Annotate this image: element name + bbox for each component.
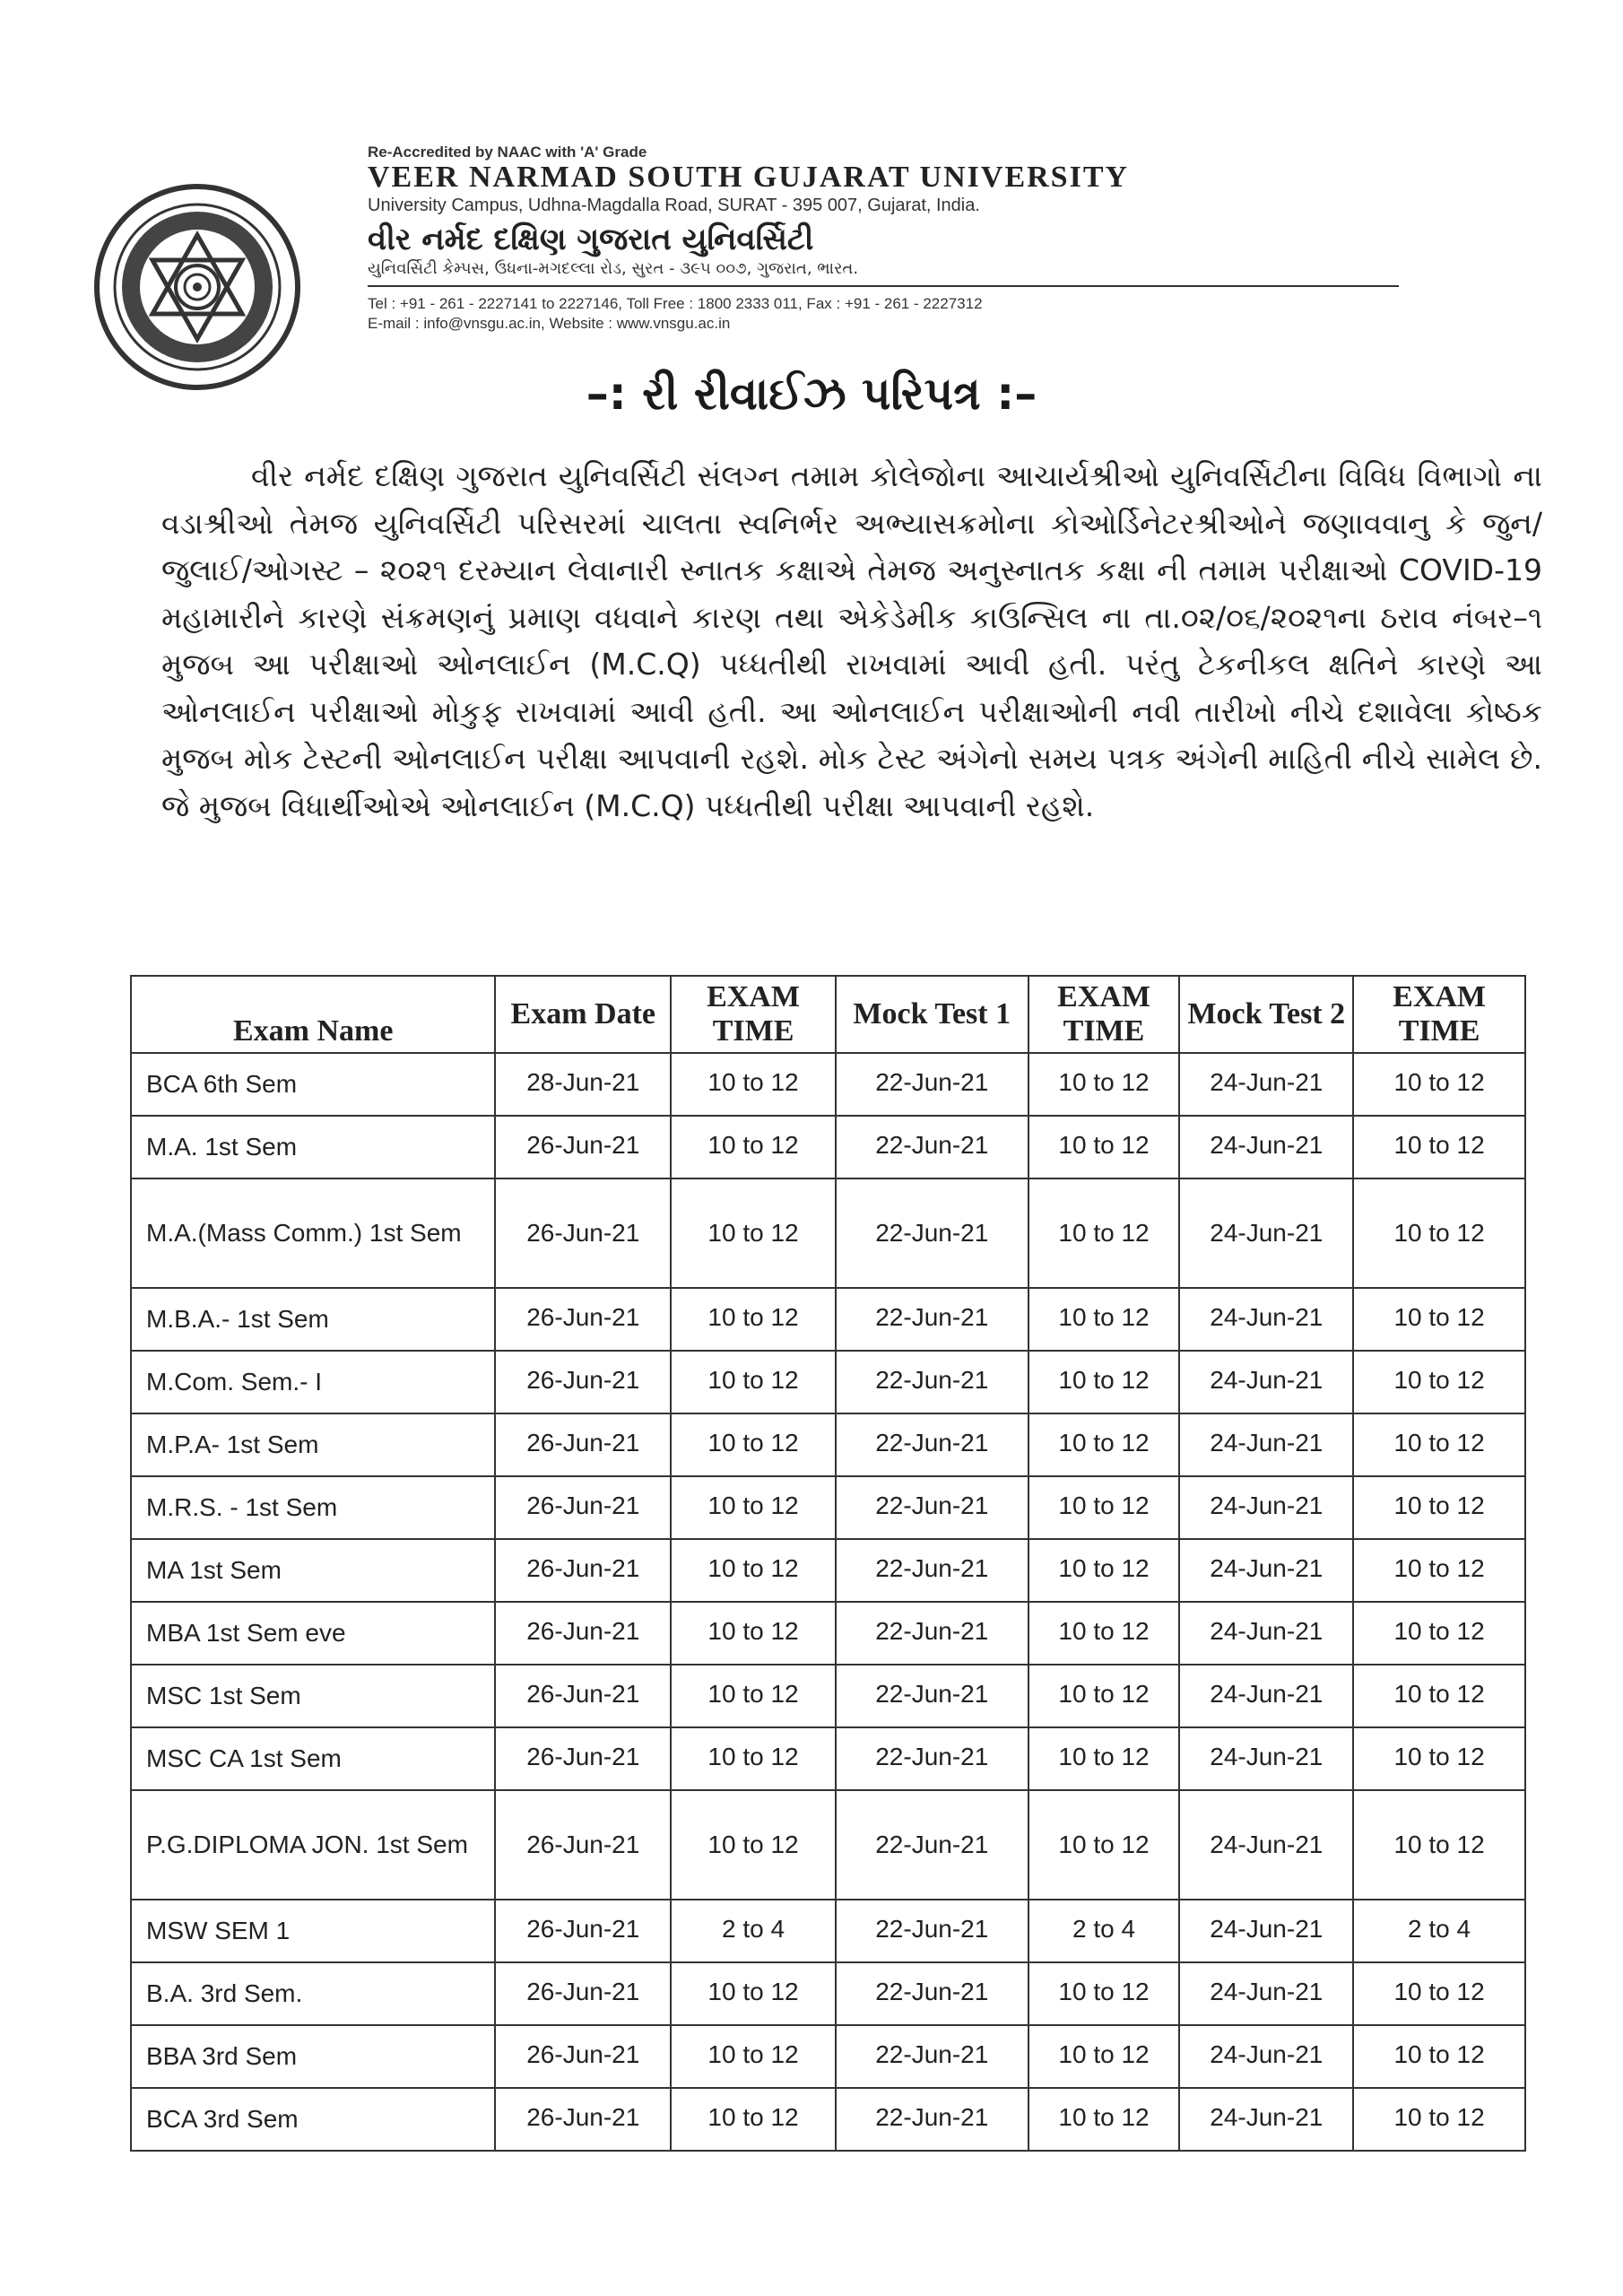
mock-test-1-cell: 22-Jun-21 — [836, 1665, 1028, 1727]
exam-name-cell: MSW SEM 1 — [131, 1900, 495, 1962]
mock-time-1-cell: 10 to 12 — [1028, 1116, 1180, 1178]
table-row — [131, 1665, 1525, 1727]
mock-test-2-cell: 24-Jun-21 — [1179, 1053, 1353, 1116]
exam-time-cell: 2 to 4 — [671, 1900, 836, 1962]
exam-name-cell: M.P.A- 1st Sem — [131, 1413, 495, 1476]
table-row — [131, 1539, 1525, 1602]
exam-time-cell: 10 to 12 — [671, 1727, 836, 1790]
university-seal-icon — [90, 179, 305, 395]
exam-name-cell: M.A.(Mass Comm.) 1st Sem — [131, 1178, 495, 1288]
exam-time-cell: 10 to 12 — [671, 1413, 836, 1476]
mock-test-2-cell: 24-Jun-21 — [1179, 1351, 1353, 1413]
mock-test-2-cell: 24-Jun-21 — [1179, 1178, 1353, 1288]
exam-date-cell: 26-Jun-21 — [495, 1602, 671, 1665]
table-row — [131, 1476, 1525, 1539]
exam-date-cell: 26-Jun-21 — [495, 1962, 671, 2025]
table-row — [131, 1351, 1525, 1413]
mock-time-2-cell: 10 to 12 — [1353, 1178, 1525, 1288]
exam-time-cell: 10 to 12 — [671, 1476, 836, 1539]
mock-time-2-cell: 10 to 12 — [1353, 1790, 1525, 1900]
exam-date-cell: 26-Jun-21 — [495, 1116, 671, 1178]
mock-time-1-cell: 10 to 12 — [1028, 1727, 1180, 1790]
exam-schedule-table — [130, 975, 1526, 2152]
exam-time-cell: 10 to 12 — [671, 2088, 836, 2151]
mock-time-2-cell: 10 to 12 — [1353, 1116, 1525, 1178]
exam-name-cell: BCA 3rd Sem — [131, 2088, 495, 2151]
mock-time-1-cell: 10 to 12 — [1028, 1351, 1180, 1413]
exam-date-cell: 26-Jun-21 — [495, 1665, 671, 1727]
table-row — [131, 1413, 1525, 1476]
table-row — [131, 1178, 1525, 1288]
mock-test-2-cell: 24-Jun-21 — [1179, 1413, 1353, 1476]
mock-time-2-cell: 10 to 12 — [1353, 1053, 1525, 1116]
exam-date-cell: 26-Jun-21 — [495, 1790, 671, 1900]
mock-time-1-cell: 10 to 12 — [1028, 2025, 1180, 2088]
mock-test-2-cell: 24-Jun-21 — [1179, 1790, 1353, 1900]
exam-time-cell: 10 to 12 — [671, 1790, 836, 1900]
exam-name-cell: B.A. 3rd Sem. — [131, 1962, 495, 2025]
exam-time-cell: 10 to 12 — [671, 1053, 836, 1116]
header-mock-test-1: Mock Test 1 — [836, 976, 1028, 1053]
mock-time-2-cell: 10 to 12 — [1353, 1665, 1525, 1727]
table-row — [131, 1116, 1525, 1178]
mock-test-2-cell: 24-Jun-21 — [1179, 1900, 1353, 1962]
exam-date-cell: 28-Jun-21 — [495, 1053, 671, 1116]
mock-test-2-cell: 24-Jun-21 — [1179, 1539, 1353, 1602]
table-row — [131, 1790, 1525, 1900]
mock-test-2-cell: 24-Jun-21 — [1179, 2025, 1353, 2088]
mock-time-1-cell: 10 to 12 — [1028, 1288, 1180, 1351]
exam-date-cell: 26-Jun-21 — [495, 1727, 671, 1790]
table-row — [131, 1962, 1525, 2025]
exam-name-cell: MA 1st Sem — [131, 1539, 495, 1602]
mock-time-2-cell: 10 to 12 — [1353, 1351, 1525, 1413]
header-exam-time: EXAM TIME — [671, 976, 836, 1053]
exam-date-cell: 26-Jun-21 — [495, 1288, 671, 1351]
contact-phone-line: Tel : +91 - 261 - 2227141 to 2227146, Toll Free : 1800 2333 011, Fax : +91 - 261 - 2227312 — [368, 295, 983, 312]
exam-time-cell: 10 to 12 — [671, 1539, 836, 1602]
exam-date-cell: 26-Jun-21 — [495, 1476, 671, 1539]
exam-name-cell: MSC 1st Sem — [131, 1665, 495, 1727]
header-exam-time-3: EXAM TIME — [1353, 976, 1525, 1053]
mock-test-2-cell: 24-Jun-21 — [1179, 1727, 1353, 1790]
table-header-row — [131, 976, 1525, 1053]
university-address-gujarati: યુનિવર્સિટી કેમ્પસ, ઉધના-મગદલ્લા રોડ, સુરત - ૩૯૫ ૦૦૭, ગુજરાત, ભારત. — [368, 259, 859, 278]
mock-time-2-cell: 10 to 12 — [1353, 1413, 1525, 1476]
exam-time-cell: 10 to 12 — [671, 1962, 836, 2025]
mock-time-1-cell: 10 to 12 — [1028, 2088, 1180, 2151]
mock-time-1-cell: 10 to 12 — [1028, 1665, 1180, 1727]
exam-time-cell: 10 to 12 — [671, 1602, 836, 1665]
university-name: VEER NARMAD SOUTH GUJARAT UNIVERSITY — [368, 161, 1130, 194]
mock-test-2-cell: 24-Jun-21 — [1179, 1602, 1353, 1665]
mock-time-1-cell: 10 to 12 — [1028, 1962, 1180, 2025]
table-body — [131, 1053, 1525, 2151]
mock-time-2-cell: 10 to 12 — [1353, 2025, 1525, 2088]
mock-test-1-cell: 22-Jun-21 — [836, 2088, 1028, 2151]
mock-time-2-cell: 2 to 4 — [1353, 1900, 1525, 1962]
mock-test-1-cell: 22-Jun-21 — [836, 1351, 1028, 1413]
exam-name-cell: MBA 1st Sem eve — [131, 1602, 495, 1665]
exam-date-cell: 26-Jun-21 — [495, 1351, 671, 1413]
exam-date-cell: 26-Jun-21 — [495, 1178, 671, 1288]
mock-time-2-cell: 10 to 12 — [1353, 2088, 1525, 2151]
mock-time-1-cell: 10 to 12 — [1028, 1602, 1180, 1665]
mock-time-1-cell: 10 to 12 — [1028, 1178, 1180, 1288]
mock-time-1-cell: 10 to 12 — [1028, 1476, 1180, 1539]
header-exam-date: Exam Date — [495, 976, 671, 1053]
mock-time-1-cell: 10 to 12 — [1028, 1413, 1180, 1476]
mock-test-2-cell: 24-Jun-21 — [1179, 1476, 1353, 1539]
circular-body-text: વીર નર્મદ દક્ષિણ ગુજરાત યુનિવર્સિટી સંલગ્ન તમામ કોલેજોના આચાર્યશ્રીઓ યુનિવર્સિટીના વિવિધ વિભાગો ના વડાશ્રીઓ તેમજ યુનિવર્સિટી પરિસરમાં ચાલતા સ્વનિર્ભર અભ્યાસક્રમોના કોઓર્ડિનેટરશ્રીઓને જણાવવાનુ કે જુન/જુલાઈ/ઓગસ્ટ – ૨૦૨૧ દરમ્યાન લેવાનારી સ્નાતક કક્ષાએ તેમજ અનુસ્નાતક કક્ષા ની તમામ પરીક્ષાઓ COVID-19 મહામારીને કારણે સંક્રમણનું પ્રમાણ વધવાને કારણ તથા એકેડેમીક કાઉન્સિલ ના તા.૦૨/૦૬/૨૦૨૧ના ઠરાવ નંબર–૧ મુજબ આ પરીક્ષાઓ ઓનલાઈન (M.C.Q) પધ્ધતીથી રાખવામાં આવી હતી. પરંતુ ટેકનીકલ ક્ષતિને કારણે આ ઓનલાઈન પરીક્ષાઓ મોકુફ રાખવામાં આવી હતી. આ ઓનલાઈન પરીક્ષાઓની નવી તારીખો નીચે દશાવેલા કોષ્ઠક મુજબ મોક ટેસ્ટની ઓનલાઈન પરીક્ષા આપવાની રહશે. મોક ટેસ્ટ અંગેનો સમય પત્રક અંગેની માહિતી નીચે સામેલ છે. જે મુજબ વિધાર્થીઓએ ઓનલાઈન (M.C.Q) પધ્ધતીથી પરીક્ષા આપવાની રહશે. — [161, 458, 1542, 823]
exam-time-cell: 10 to 12 — [671, 1665, 836, 1727]
letterhead-text — [368, 144, 1399, 334]
mock-time-2-cell: 10 to 12 — [1353, 1539, 1525, 1602]
mock-test-2-cell: 24-Jun-21 — [1179, 2088, 1353, 2151]
university-address: University Campus, Udhna-Magdalla Road, SURAT - 395 007, Gujarat, India. — [368, 196, 980, 215]
mock-time-1-cell: 10 to 12 — [1028, 1053, 1180, 1116]
exam-date-cell: 26-Jun-21 — [495, 1539, 671, 1602]
contact-email-line: E-mail : info@vnsgu.ac.in, Website : www.vnsgu.ac.in — [368, 315, 731, 332]
exam-date-cell: 26-Jun-21 — [495, 2025, 671, 2088]
exam-time-cell: 10 to 12 — [671, 1116, 836, 1178]
mock-test-1-cell: 22-Jun-21 — [836, 1539, 1028, 1602]
mock-test-1-cell: 22-Jun-21 — [836, 1727, 1028, 1790]
exam-date-cell: 26-Jun-21 — [495, 1900, 671, 1962]
mock-time-2-cell: 10 to 12 — [1353, 1602, 1525, 1665]
mock-test-1-cell: 22-Jun-21 — [836, 1053, 1028, 1116]
mock-time-1-cell: 2 to 4 — [1028, 1900, 1180, 1962]
table-row — [131, 1602, 1525, 1665]
circular-title: –: રી રીવાઈઝ પરિપત્ર :– — [586, 368, 1037, 420]
table-row — [131, 1727, 1525, 1790]
mock-test-1-cell: 22-Jun-21 — [836, 1790, 1028, 1900]
mock-test-1-cell: 22-Jun-21 — [836, 2025, 1028, 2088]
table-row — [131, 2088, 1525, 2151]
accreditation-line: Re-Accredited by NAAC with 'A' Grade — [368, 144, 647, 161]
exam-time-cell: 10 to 12 — [671, 1351, 836, 1413]
mock-test-2-cell: 24-Jun-21 — [1179, 1665, 1353, 1727]
exam-time-cell: 10 to 12 — [671, 1178, 836, 1288]
mock-test-1-cell: 22-Jun-21 — [836, 1288, 1028, 1351]
table-row — [131, 1288, 1525, 1351]
mock-test-1-cell: 22-Jun-21 — [836, 1116, 1028, 1178]
exam-date-cell: 26-Jun-21 — [495, 2088, 671, 2151]
exam-name-cell: P.G.DIPLOMA JON. 1st Sem — [131, 1790, 495, 1900]
letterhead-divider — [368, 285, 1399, 287]
exam-date-cell: 26-Jun-21 — [495, 1413, 671, 1476]
university-name-gujarati: વીર નર્મદ દક્ષિણ ગુજરાત યુનિવર્સિટી — [368, 222, 814, 257]
mock-test-1-cell: 22-Jun-21 — [836, 1476, 1028, 1539]
mock-time-1-cell: 10 to 12 — [1028, 1790, 1180, 1900]
exam-name-cell: MSC CA 1st Sem — [131, 1727, 495, 1790]
mock-test-1-cell: 22-Jun-21 — [836, 1178, 1028, 1288]
exam-time-cell: 10 to 12 — [671, 1288, 836, 1351]
table-row — [131, 1900, 1525, 1962]
mock-test-1-cell: 22-Jun-21 — [836, 1602, 1028, 1665]
mock-time-2-cell: 10 to 12 — [1353, 1476, 1525, 1539]
mock-time-2-cell: 10 to 12 — [1353, 1727, 1525, 1790]
header-exam-name: Exam Name — [131, 976, 495, 1053]
exam-name-cell: M.R.S. - 1st Sem — [131, 1476, 495, 1539]
exam-name-cell: BCA 6th Sem — [131, 1053, 495, 1116]
mock-test-2-cell: 24-Jun-21 — [1179, 1962, 1353, 2025]
circular-body — [161, 453, 1542, 830]
mock-time-2-cell: 10 to 12 — [1353, 1288, 1525, 1351]
exam-name-cell: M.B.A.- 1st Sem — [131, 1288, 495, 1351]
mock-test-1-cell: 22-Jun-21 — [836, 1413, 1028, 1476]
table-row — [131, 1053, 1525, 1116]
mock-test-1-cell: 22-Jun-21 — [836, 1962, 1028, 2025]
exam-time-cell: 10 to 12 — [671, 2025, 836, 2088]
mock-test-2-cell: 24-Jun-21 — [1179, 1116, 1353, 1178]
mock-time-1-cell: 10 to 12 — [1028, 1539, 1180, 1602]
exam-name-cell: M.A. 1st Sem — [131, 1116, 495, 1178]
mock-test-2-cell: 24-Jun-21 — [1179, 1288, 1353, 1351]
exam-name-cell: M.Com. Sem.- I — [131, 1351, 495, 1413]
exam-name-cell: BBA 3rd Sem — [131, 2025, 495, 2088]
mock-test-1-cell: 22-Jun-21 — [836, 1900, 1028, 1962]
header-exam-time-2: EXAM TIME — [1028, 976, 1180, 1053]
header-mock-test-2: Mock Test 2 — [1179, 976, 1353, 1053]
table-row — [131, 2025, 1525, 2088]
mock-time-2-cell: 10 to 12 — [1353, 1962, 1525, 2025]
letterhead — [90, 144, 1399, 359]
